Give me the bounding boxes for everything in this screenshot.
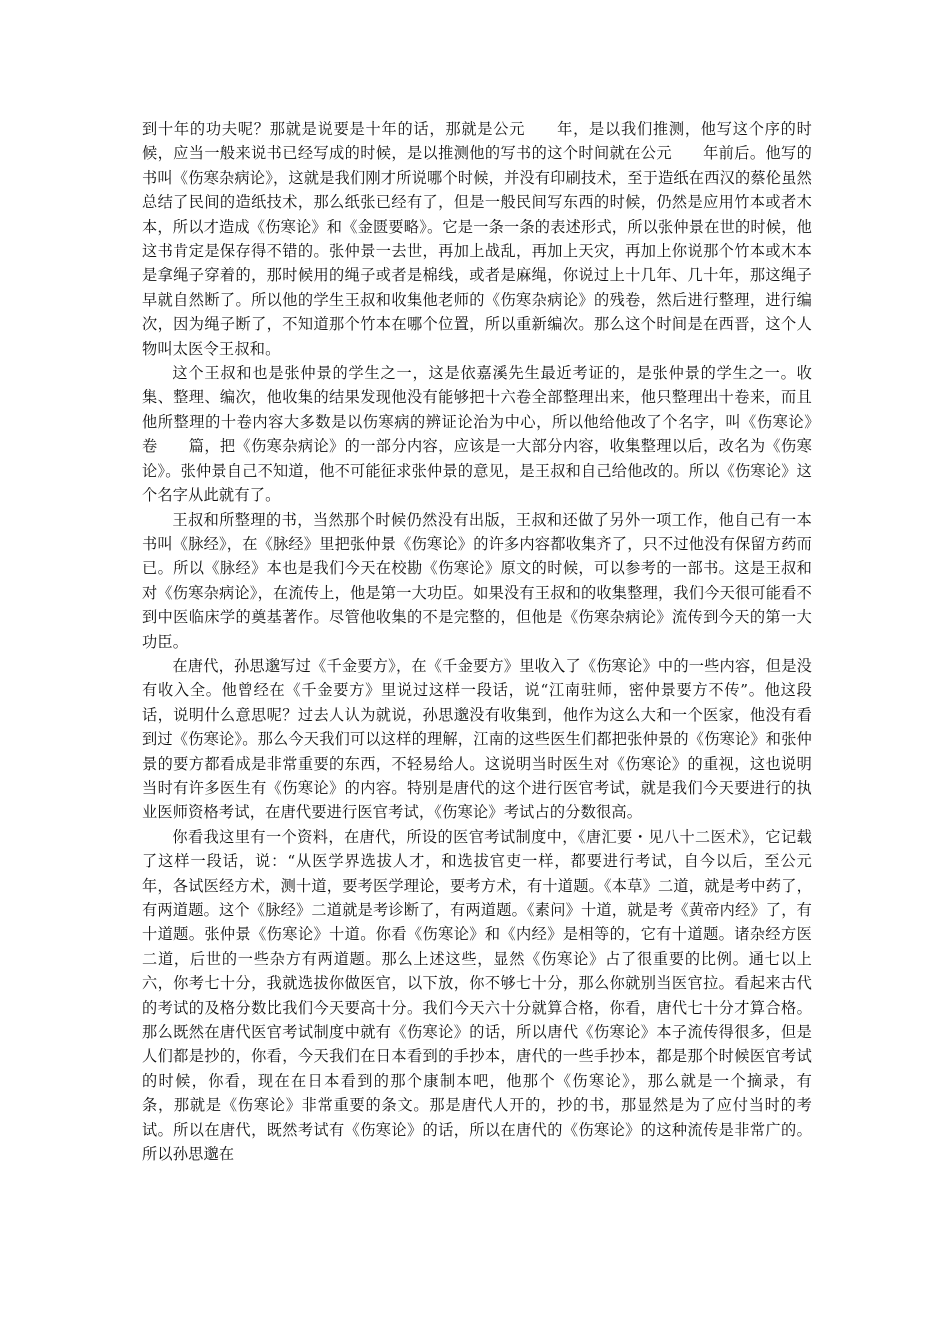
paragraph-2: 这个王叔和也是张仲景的学生之一，这是依嘉溪先生最近考证的，是张仲景的学生之一。收集、整理、编次，他收集的结果发现他没有能够把十六卷全部整理出来，他只整理出十卷来，而且他所整理的十卷内容大多数是以伤寒病的辨证论治为中心，所以他给他改了个名字，叫《伤寒论》 卷 篇，把《伤寒杂病论》的一部分内容，应该是一大部分内容，收集整理以后，改名为《伤寒论》。张仲景自己不知道，他不可能征求张仲景的意见，是王叔和自己给他改的。所以《伤寒论》这个名字从此就有了。 xyxy=(142,364,843,505)
document-page xyxy=(142,117,843,1166)
paragraph-1: 到十年的功夫呢？那就是说要是十年的话，那就是公元 年，是以我们推测，他写这个序的时候，应当一般来说书已经写成的时候，是以推测他的写书的这个时间就在公元 年前后。他写的书叫《伤寒杂病论》，这就是我们刚才所说哪个时候，并没有印刷技术，至于造纸在西汉的蔡伦虽然总结了民间的造纸技术，那么纸张已经有了，但是一般民间写东西的时候，仍然是应用竹本或者木本，所以才造成《伤寒论》和《金匮要略》。它是一条一条的表述形式，所以张仲景在世的时候，他这书肯定是保存得不错的。张仲景一去世，再加上战乱，再加上天灾，再加上你说那个竹本或木本是拿绳子穿着的，那时候用的绳子或者是棉线，或者是麻绳，你说过上十几年、几十年，那这绳子早就自然断了。所以他的学生王叔和收集他老师的《伤寒杂病论》的残卷，然后进行整理，进行编次，因为绳子断了，不知道那个竹本在哪个位置，所以重新编次。那么这个时间是在西晋，这个人物叫太医令王叔和。 xyxy=(142,120,812,358)
paragraph-3: 王叔和所整理的书，当然那个时候仍然没有出版，王叔和还做了另外一项工作，他自己有一本书叫《脉经》，在《脉经》里把张仲景《伤寒论》的许多内容都收集齐了，只不过他没有保留方药而已。所以《脉经》本也是我们今天在校勘《伤寒论》原文的时候，可以参考的一部书。这是王叔和对《伤寒杂病论》，在流传上，他是第一大功臣。如果没有王叔和的收集整理，我们今天很可能看不到中医临床学的奠基著作。尽管他收集的不是完整的，但他是《伤寒杂病论》流传到今天的第一大功臣。 xyxy=(142,510,812,651)
paragraph-4: 在唐代，孙思邈写过《千金要方》，在《千金要方》里收入了《伤寒论》中的一些内容，但是没有收入全。他曾经在《千金要方》里说过这样一段话，说“江南驻师，密仲景要方不传”。他这段话，说明什么意思呢？过去人认为就说，孙思邈没有收集到，他作为这么大和一个医家，他没有看到过《伤寒论》。那么今天我们可以这样的理解，江南的这些医生们都把张仲景的《伤寒论》和张仲景的要方都看成是非常重要的东西，不轻易给人。这说明当时医生对《伤寒论》的重视，这也说明当时有许多医生有《伤寒论》的内容。特别是唐代的这个进行医官考试，就是我们今天要进行的执业医师资格考试，在唐代要进行医官考试，《伤寒论》考试占的分数很高。 xyxy=(142,656,812,822)
paragraph-5: 你看我这里有一个资料，在唐代，所设的医官考试制度中，《唐汇要・见八十二医术》，它记载了这样一段话，说：“从医学界选拔人才，和选拔官吏一样，都要进行考试，自今以后，至公元 年，各试医经方术，测十道，要考医学理论，要考方术，有十道题。《本草》二道，就是考中药了，有两道题。这个《脉经》二道就是考诊断了，有两道题。《素问》十道，就是考《黄帝内经》了，有十道题。张仲景《伤寒论》十道。你看《伤寒论》和《内经》是相等的，它有十道题。诸杂经方医二道，后世的一些杂方有两道题。那么上述这些，显然《伤寒论》占了很重要的比例。通七以上六，你考七十分，我就选拔你做医官，以下放，你不够七十分，那么你就别当医官拉。看起来古代的考试的及格分数比我们今天要高十分。我们今天六十分就算合格，你看，唐代七十分才算合格。那么既然在唐代医官考试制度中就有《伤寒论》的话，所以唐代《伤寒论》本子流传得很多，但是人们都是抄的，你看，今天我们在日本看到的手抄本，唐代的一些手抄本，都是那个时候医官考试的时候，你看，现在在日本看到的那个康制本吧，他那个《伤寒论》，那么就是一个摘录，有 条，那就是《伤寒论》非常重要的条文。那是唐代人开的，抄的书，那显然是为了应付当时的考试。所以在唐代，既然考试有《伤寒论》的话，所以在唐代的《伤寒论》的这种流传是非常广的。所以孙思邈在 xyxy=(142,827,843,1164)
